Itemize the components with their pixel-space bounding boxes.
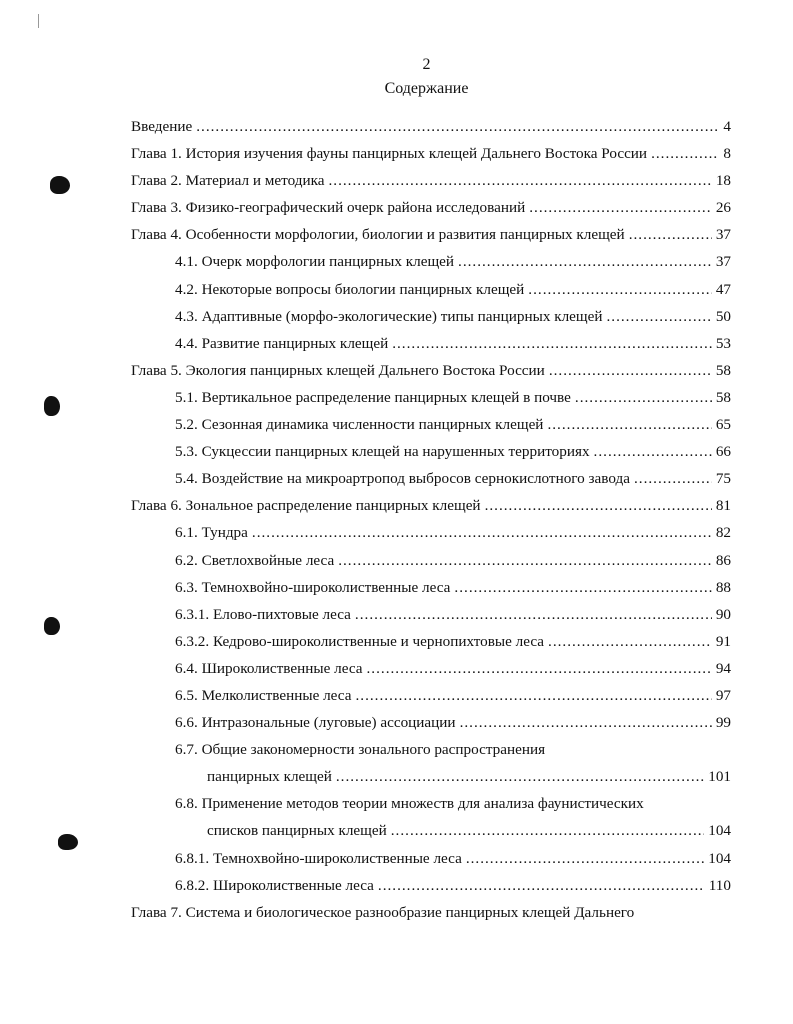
toc-line bbox=[175, 604, 731, 626]
dot-leader bbox=[355, 685, 711, 707]
toc-entry-label: Глава 4. Особенности морфологии, биологии и развития панцирных клещей bbox=[131, 226, 625, 244]
toc-entry-label: Введение bbox=[131, 118, 193, 135]
toc-entry-label: Глава 3. Физико-географический очерк района исследований bbox=[131, 199, 526, 217]
dot-leader bbox=[466, 848, 704, 870]
toc-entry bbox=[0, 631, 793, 658]
dot-leader bbox=[594, 441, 712, 463]
page-title: Содержание bbox=[384, 80, 469, 97]
toc-entry bbox=[0, 902, 793, 929]
toc-entry-label: 6.8.2. Широколиственные леса bbox=[175, 876, 374, 894]
toc-entry-label: 5.4. Воздействие на микроартропод выбросов сернокислотного завода bbox=[175, 470, 630, 488]
toc-line bbox=[175, 848, 731, 870]
toc-entry bbox=[0, 224, 793, 251]
toc-entry-label: 6.3. Темнохвойно-широколиственные леса bbox=[175, 578, 451, 596]
toc-line bbox=[207, 766, 731, 788]
toc-entry bbox=[0, 875, 793, 902]
scan-blot bbox=[44, 396, 60, 416]
toc-entry bbox=[0, 712, 793, 739]
toc-line bbox=[131, 902, 634, 924]
toc-entry-label: Глава 5. Экология панцирных клещей Дальнего Востока России bbox=[131, 361, 545, 379]
scan-mark bbox=[38, 14, 39, 28]
toc-entry-label: 4.1. Очерк морфологии панцирных клещей bbox=[175, 253, 455, 271]
toc-entry-page: 101 bbox=[708, 768, 731, 786]
dot-leader bbox=[549, 360, 712, 382]
toc-entry bbox=[0, 414, 793, 441]
dot-leader bbox=[252, 522, 712, 544]
toc-line bbox=[131, 197, 731, 219]
toc-entry-label: 4.4. Развитие панцирных клещей bbox=[175, 334, 389, 352]
toc-line bbox=[207, 820, 731, 842]
scan-blot bbox=[50, 176, 70, 194]
dot-leader bbox=[575, 387, 712, 409]
toc-entry bbox=[0, 197, 793, 224]
toc-entry-page: 37 bbox=[715, 226, 731, 244]
toc-entry-page: 110 bbox=[708, 876, 731, 894]
toc-line bbox=[175, 279, 731, 301]
toc-line bbox=[175, 468, 731, 490]
toc-line bbox=[175, 712, 731, 734]
toc-entry bbox=[0, 116, 793, 143]
toc-entry bbox=[0, 685, 793, 712]
toc-entry-label: Глава 6. Зональное распределение панцирных клещей bbox=[131, 497, 481, 515]
toc-entry bbox=[0, 793, 793, 820]
toc-entry bbox=[0, 604, 793, 631]
toc-entry-page: 99 bbox=[715, 714, 731, 732]
toc-entry bbox=[0, 522, 793, 549]
dot-leader bbox=[392, 333, 712, 355]
toc-entry-continuation bbox=[0, 820, 793, 847]
toc-line bbox=[131, 143, 731, 165]
toc-entry-label: 6.4. Широколиственные леса bbox=[175, 659, 363, 677]
toc-entry bbox=[0, 848, 793, 875]
toc-entry-label: Глава 1. История изучения фауны панцирных клещей Дальнего Востока России bbox=[131, 145, 648, 163]
toc-entry-page: 97 bbox=[715, 686, 731, 704]
toc-entry-page: 4 bbox=[723, 118, 731, 135]
dot-leader bbox=[328, 170, 711, 192]
toc-entry-label: 6.5. Мелколиственные леса bbox=[175, 686, 352, 704]
toc-line bbox=[175, 875, 731, 897]
toc-entry-label: Глава 2. Материал и методика bbox=[131, 172, 325, 190]
toc-entry-label: Глава 7. Система и биологическое разнообразие панцирных клещей Дальнего bbox=[131, 903, 635, 921]
toc-entry-page: 88 bbox=[715, 578, 731, 596]
toc-entry bbox=[0, 170, 793, 197]
toc-line bbox=[175, 631, 731, 653]
toc-entry bbox=[0, 658, 793, 685]
toc-entry-label: 6.1. Тундра bbox=[175, 524, 248, 542]
toc-entry-page: 8 bbox=[723, 145, 731, 163]
toc-line bbox=[175, 414, 731, 436]
toc-entry-page: 37 bbox=[715, 253, 731, 271]
toc-line bbox=[175, 333, 731, 355]
toc-entry-label: 4.3. Адаптивные (морфо-экологические) типы панцирных клещей bbox=[175, 307, 603, 325]
toc-entry-page: 90 bbox=[715, 605, 731, 623]
toc-entry-page: 104 bbox=[708, 822, 731, 840]
scan-blot bbox=[58, 834, 78, 850]
toc-line bbox=[131, 495, 731, 517]
dot-leader bbox=[378, 875, 705, 897]
toc-entry bbox=[0, 251, 793, 278]
toc-entry bbox=[0, 495, 793, 522]
scan-blot bbox=[44, 617, 60, 635]
toc-line bbox=[175, 441, 731, 463]
page-number: 2 bbox=[422, 56, 431, 73]
toc-entry-page: 82 bbox=[715, 524, 731, 542]
toc-entry-continuation bbox=[0, 766, 793, 793]
toc-entry-label: списков панцирных клещей bbox=[207, 822, 387, 840]
toc-entry-label: 6.3.1. Елово-пихтовые леса bbox=[175, 605, 351, 623]
toc-entry-label: 5.2. Сезонная динамика численности панцирных клещей bbox=[175, 416, 544, 434]
toc-line bbox=[175, 550, 731, 572]
toc-line bbox=[131, 360, 731, 382]
toc-line bbox=[175, 658, 731, 680]
toc-entry-label: 6.8. Применение методов теории множеств для анализа фаунистических bbox=[175, 795, 644, 813]
toc-entry-page: 50 bbox=[715, 307, 731, 325]
dot-leader bbox=[338, 550, 712, 572]
toc-entry bbox=[0, 441, 793, 468]
toc-entry bbox=[0, 739, 793, 766]
toc-line bbox=[131, 116, 731, 138]
toc-entry bbox=[0, 279, 793, 306]
dot-leader bbox=[529, 197, 712, 219]
toc-entry-page: 65 bbox=[715, 416, 731, 434]
toc-entry bbox=[0, 387, 793, 414]
dot-leader bbox=[629, 224, 712, 246]
toc-entry-label: 6.8.1. Темнохвойно-широколиственные леса bbox=[175, 849, 462, 867]
toc-entry-page: 75 bbox=[715, 470, 731, 488]
toc-entry-page: 18 bbox=[715, 172, 731, 190]
toc-entry-page: 66 bbox=[715, 443, 731, 461]
dot-leader bbox=[355, 604, 712, 626]
toc-entry-label: 5.1. Вертикальное распределение панцирных клещей в почве bbox=[175, 388, 571, 406]
dot-leader bbox=[367, 658, 712, 680]
toc-entry-label: 5.3. Сукцессии панцирных клещей на нарушенных территориях bbox=[175, 443, 590, 461]
toc-entry-page: 91 bbox=[715, 632, 731, 650]
toc-line bbox=[175, 522, 731, 544]
toc-line bbox=[175, 387, 731, 409]
dot-leader bbox=[547, 414, 711, 436]
toc-entry bbox=[0, 143, 793, 170]
toc-entry-label: панцирных клещей bbox=[207, 768, 332, 786]
dot-leader bbox=[458, 251, 712, 273]
dot-leader bbox=[651, 143, 719, 165]
toc-line bbox=[175, 793, 644, 815]
toc-entry bbox=[0, 360, 793, 387]
dot-leader bbox=[196, 116, 719, 138]
toc-entry-label: 4.2. Некоторые вопросы биологии панцирных клещей bbox=[175, 280, 525, 298]
table-of-contents bbox=[0, 116, 793, 929]
toc-entry-page: 26 bbox=[715, 199, 731, 217]
toc-entry bbox=[0, 333, 793, 360]
toc-entry-page: 47 bbox=[715, 280, 731, 298]
toc-line bbox=[175, 685, 731, 707]
dot-leader bbox=[391, 820, 704, 842]
dot-leader bbox=[634, 468, 712, 490]
toc-line bbox=[175, 306, 731, 328]
toc-line bbox=[131, 170, 731, 192]
dot-leader bbox=[606, 306, 711, 328]
toc-entry-page: 58 bbox=[715, 388, 731, 406]
toc-entry-label: 6.7. Общие закономерности зонального распространения bbox=[175, 741, 546, 759]
toc-entry-label: 6.6. Интразональные (луговые) ассоциации bbox=[175, 714, 456, 732]
dot-leader bbox=[460, 712, 712, 734]
toc-entry-label: 6.3.2. Кедрово-широколиственные и чернопихтовые леса bbox=[175, 632, 545, 650]
dot-leader bbox=[528, 279, 712, 301]
toc-line bbox=[175, 577, 731, 599]
toc-line bbox=[131, 224, 731, 246]
toc-entry-page: 104 bbox=[708, 849, 731, 867]
dot-leader bbox=[454, 577, 711, 599]
toc-entry-page: 53 bbox=[715, 334, 731, 352]
toc-entry bbox=[0, 468, 793, 495]
toc-line bbox=[175, 739, 545, 761]
toc-line bbox=[175, 251, 731, 273]
toc-entry bbox=[0, 306, 793, 333]
toc-entry-page: 94 bbox=[715, 659, 731, 677]
toc-entry bbox=[0, 550, 793, 577]
toc-entry-page: 58 bbox=[715, 361, 731, 379]
toc-entry bbox=[0, 577, 793, 604]
dot-leader bbox=[336, 766, 704, 788]
toc-entry-page: 86 bbox=[715, 551, 731, 569]
toc-entry-page: 81 bbox=[715, 497, 731, 515]
toc-entry-label: 6.2. Светлохвойные леса bbox=[175, 551, 335, 569]
dot-leader bbox=[548, 631, 712, 653]
dot-leader bbox=[485, 495, 712, 517]
